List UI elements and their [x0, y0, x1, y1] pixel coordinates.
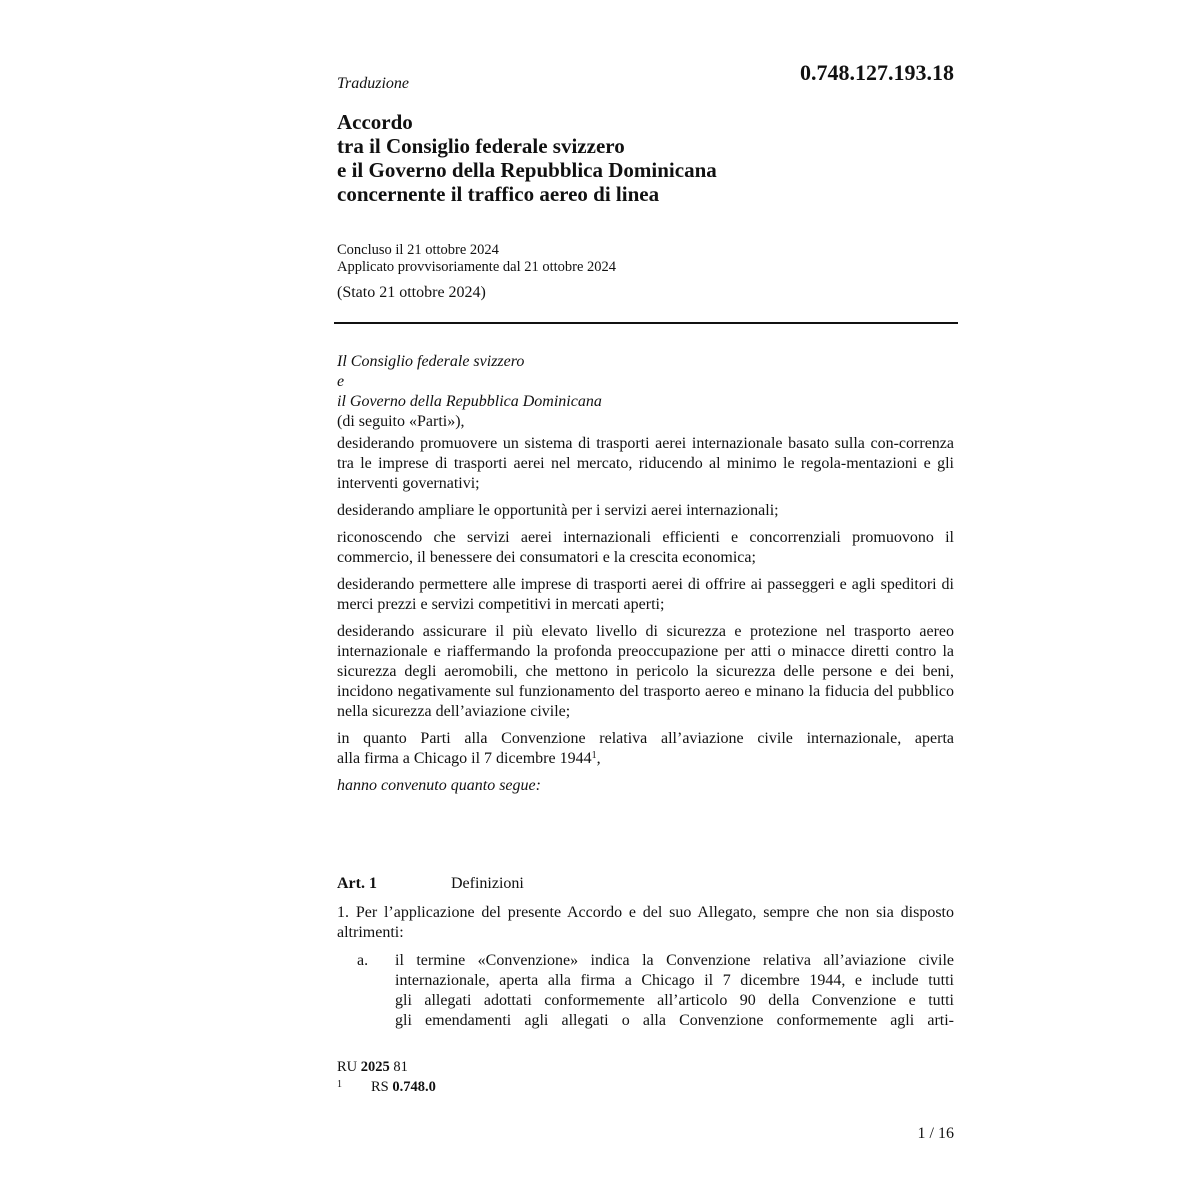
title-line: tra il Consiglio federale svizzero: [337, 134, 625, 158]
title-line: concernente il traffico aereo di linea: [337, 182, 660, 206]
parties-suffix: (di seguito «Parti»),: [337, 413, 465, 430]
header-divider: [334, 322, 958, 324]
provisional-application-date: Applicato provvisoriamente dal 21 ottobre 2024: [337, 259, 617, 275]
preamble-closing: hanno convenuto quanto segue:: [337, 777, 541, 794]
page-number: 1 / 16: [917, 1125, 954, 1142]
article-paragraph: 1. Per l’applicazione del presente Accordo e del suo Allegato, sempre che non sia disposto altrimenti:: [337, 904, 954, 941]
preamble-paragraph: riconoscendo che servizi aerei internazionali efficienti e concorrenziali promuovono il commercio, il benessere dei consumatori e la crescita economica;: [337, 529, 954, 566]
list-item-line: il termine «Convenzione» indica la Convenzione relativa all’aviazione civile: [395, 952, 954, 969]
convention-line: [337, 749, 954, 769]
party-conjunction: e: [337, 373, 345, 390]
article-heading: [337, 874, 524, 894]
party-name: Il Consiglio federale svizzero: [337, 353, 525, 370]
ru-year: 2025: [360, 1059, 390, 1075]
status-date: (Stato 21 ottobre 2024): [337, 284, 486, 301]
list-item-marker: a.: [357, 952, 369, 969]
preamble-paragraph: desiderando promuovere un sistema di trasporti aerei internazionale basato sulla con-correnza tra le imprese di trasporti aerei nel mercato, riducendo al minimo le regola-mentazioni e gli interventi governativi;: [337, 435, 954, 492]
ru-reference: [337, 1058, 408, 1076]
document-metadata: [337, 242, 957, 276]
preamble-paragraph-convention: [337, 729, 954, 769]
footnote: [337, 1078, 436, 1098]
translation-label: Traduzione: [337, 75, 410, 92]
title-line: e il Governo della Repubblica Dominicana: [337, 158, 717, 182]
footnote-reference[interactable]: 1: [591, 750, 597, 761]
convention-line-end: ,: [596, 750, 601, 767]
footnote-sr-link[interactable]: 0.748.0: [392, 1079, 436, 1095]
party-name: il Governo della Repubblica Dominicana: [337, 393, 602, 410]
document-title: [337, 110, 957, 206]
preamble-paragraph: desiderando permettere alle imprese di trasporti aerei di offrire ai passeggeri e agli speditori di merci prezzi e servizi competitivi in mercati aperti;: [337, 576, 954, 613]
title-line: Accordo: [337, 110, 413, 134]
article-title: Definizioni: [451, 875, 524, 892]
preamble: [337, 352, 954, 796]
convention-line-text: alla firma a Chicago il 7 dicembre 1944: [337, 750, 592, 767]
ru-prefix: RU: [337, 1059, 358, 1075]
convention-line: in quanto Parti alla Convenzione relativa all’aviazione civile internazionale, aperta: [337, 730, 954, 747]
preamble-paragraph: desiderando assicurare il più elevato livello di sicurezza e protezione nel trasporto aereo internazionale e riaffermando la profonda preoccupazione per atti o minacce diretti contro la sicurezza degli aeromobili, che mettono in pericolo la sicurezza delle persone e dei beni, incidono negativamente sul funzionamento del trasporto aereo e minano la fiducia del pubblico nella sicurezza dell’aviazione civile;: [337, 623, 954, 720]
list-item-line: internazionale, aperta alla firma a Chicago il 7 dicembre 1944, e include tutti: [395, 972, 954, 989]
list-item: [395, 951, 954, 1031]
sr-number: 0.748.127.193.18: [800, 60, 954, 85]
list-item-line: gli emendamenti agli allegati o alla Convenzione conformemente agli arti-: [395, 1012, 954, 1029]
concluded-date: Concluso il 21 ottobre 2024: [337, 242, 499, 258]
footnote-number: 1: [337, 1079, 342, 1090]
article-number: Art. 1: [337, 875, 377, 892]
footnote-text: [371, 1078, 436, 1096]
list-item-line: gli allegati adottati conformemente all’articolo 90 della Convenzione e tutti: [395, 992, 954, 1009]
footnote-prefix: RS: [371, 1079, 389, 1095]
preamble-paragraph: desiderando ampliare le opportunità per i servizi aerei internazionali;: [337, 502, 779, 519]
ru-number: 81: [393, 1059, 408, 1075]
